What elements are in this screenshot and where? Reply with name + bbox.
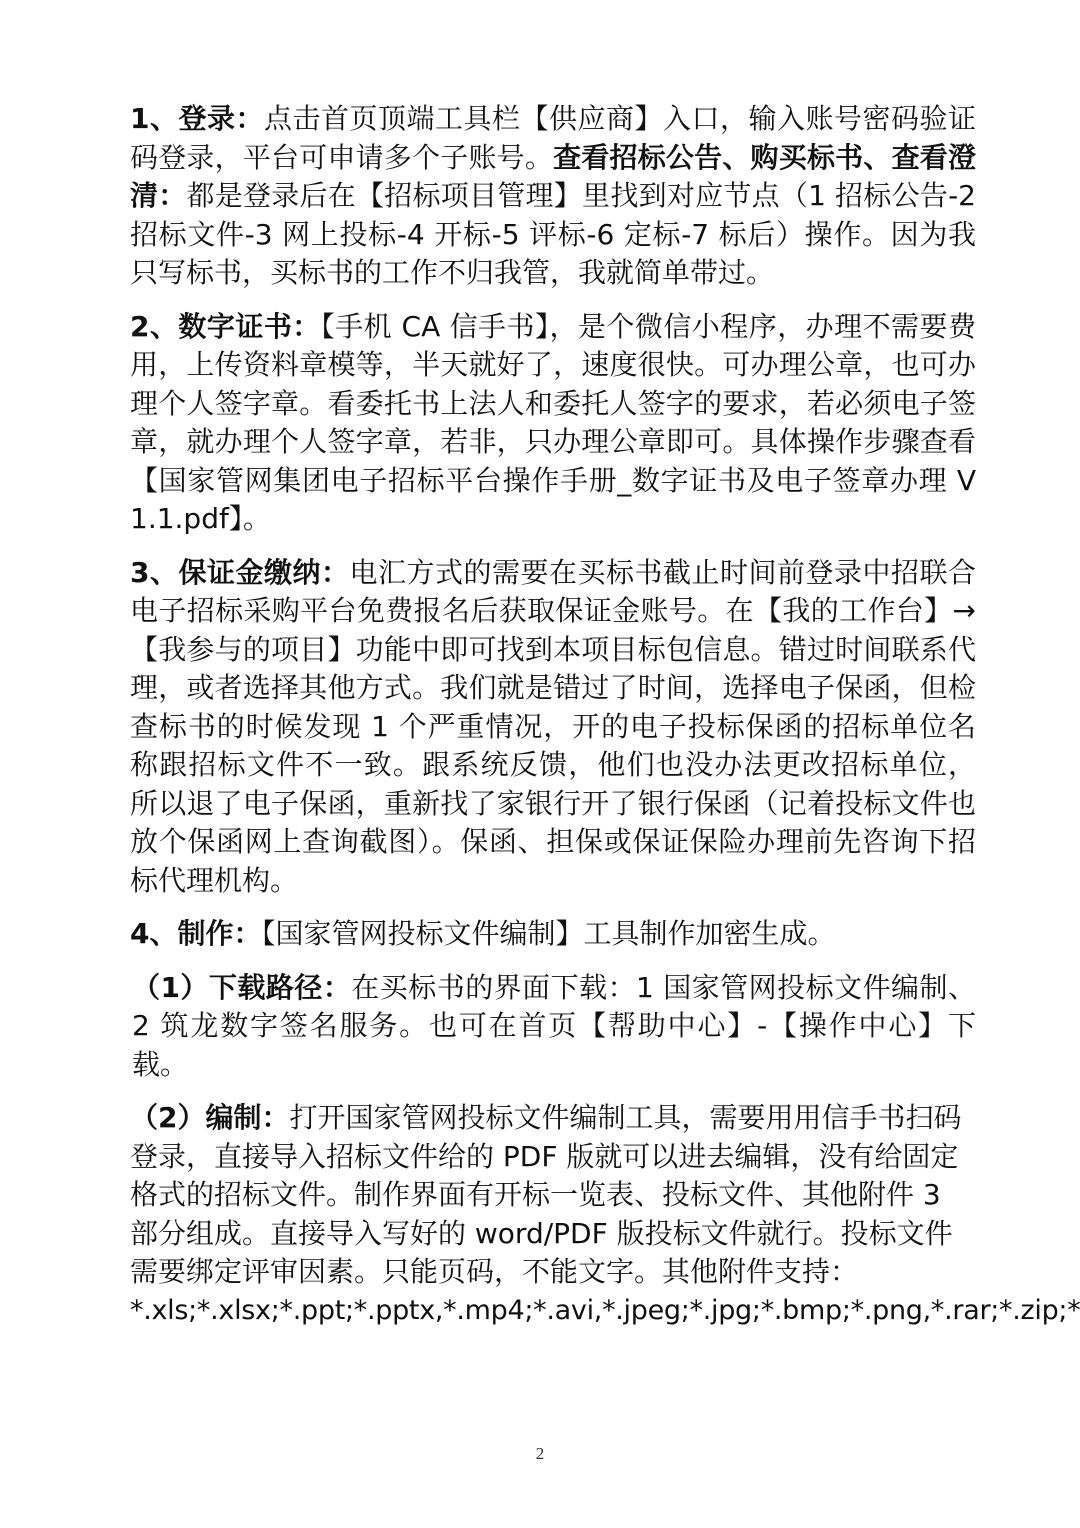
section-text: 【手机 CA 信手书】，是个微信小程序，办理不需要费用，上传资料章模等，半天就好了，速度很快。可办理公章，也可办理个人签字章。看委托书上法人和委托人签字的要求，若必须电子签章，就办理个人签字章，若非，只办理公章即可。具体操作步骤查看【国家管网集团电子招标平台操作手册_数字证书及电子签章办理 V1.1.pdf】。 — [130, 309, 976, 535]
section-heading: （2）编制： — [130, 1101, 290, 1134]
section-download-path — [132, 969, 976, 1085]
section-login — [130, 100, 976, 293]
page-number: 2 — [535, 1444, 545, 1463]
section-subheading: 查看招标公告、购买标书、查看澄清： — [130, 140, 976, 212]
section-heading: 1、登录： — [130, 102, 264, 135]
section-text: 电汇方式的需要在买标书截止时间前登录中招联合电子招标采购平台免费报名后获取保证金账号。在【我的工作台】→【我参与的项目】功能中即可找到本项目标包信息。错过时间联系代理，或者选择其他方式。我们就是错过了时间，选择电子保函，但检查标书的时候发现 1 个严重情况，开的电子投标保函的招标单位名称跟招标文件不一致。跟系统反馈，他们也没办法更改招标单位， 所以退了电子保函，重新找了家银行开了银行保函（记着投标文件也放个保函网上查询截图）。保函、担保或保证保险办理前先咨询下招标代理机构。 — [130, 555, 976, 897]
section-deposit-payment — [130, 554, 976, 901]
section-text: 在买标书的界面下载：1 国家管网投标文件编制、2 筑龙数字签名服务。也可在首页【帮助中心】-【操作中心】下载。 — [132, 970, 977, 1081]
section-digital-certificate — [130, 308, 976, 539]
section-text: 打开国家管网投标文件编制工具，需要用用信手书扫码登录，直接导入招标文件给的 PDF 版就可以进去编辑，没有给固定格式的招标文件。制作界面有开标一览表、投标文件、其他附件 3 部分组成。直接导入写好的 word/PDF 版投标文件就行。投标文件需要绑定评审因素。只能页码，不能文字。其他附件支持： — [130, 1101, 962, 1288]
section-heading: （1）下载路径： — [132, 970, 352, 1004]
section-text: 都是登录后在【招标项目管理】里找到对应节点（1 招标公告-2 招标文件-3 网上投标-4 开标-5 评标-6 定标-7 标后）操作。因为我只写标书，买标书的工作不归我管，我就简单带过。 — [130, 179, 976, 289]
section-production — [130, 915, 976, 954]
section-text: 点击首页顶端工具栏【供应商】入口，输入账号密码验证码登录，平台可申请多个子账号。 — [130, 102, 976, 174]
section-heading: 2、数字证书： — [130, 309, 321, 343]
document-body — [130, 100, 1080, 1330]
section-text: 【国家管网投标文件编制】工具制作加密生成。 — [261, 917, 836, 950]
section-heading: 4、制作： — [130, 917, 262, 950]
section-editing — [130, 1099, 1080, 1330]
supported-file-extensions: *.xls;*.xlsx;*.ppt;*.pptx,*.mp4;*.avi,*.jpeg;*.jpg;*.bmp;*.png,*.rar;*.zip;* — [130, 1294, 1080, 1326]
section-heading: 3、保证金缴纳： — [130, 555, 350, 589]
